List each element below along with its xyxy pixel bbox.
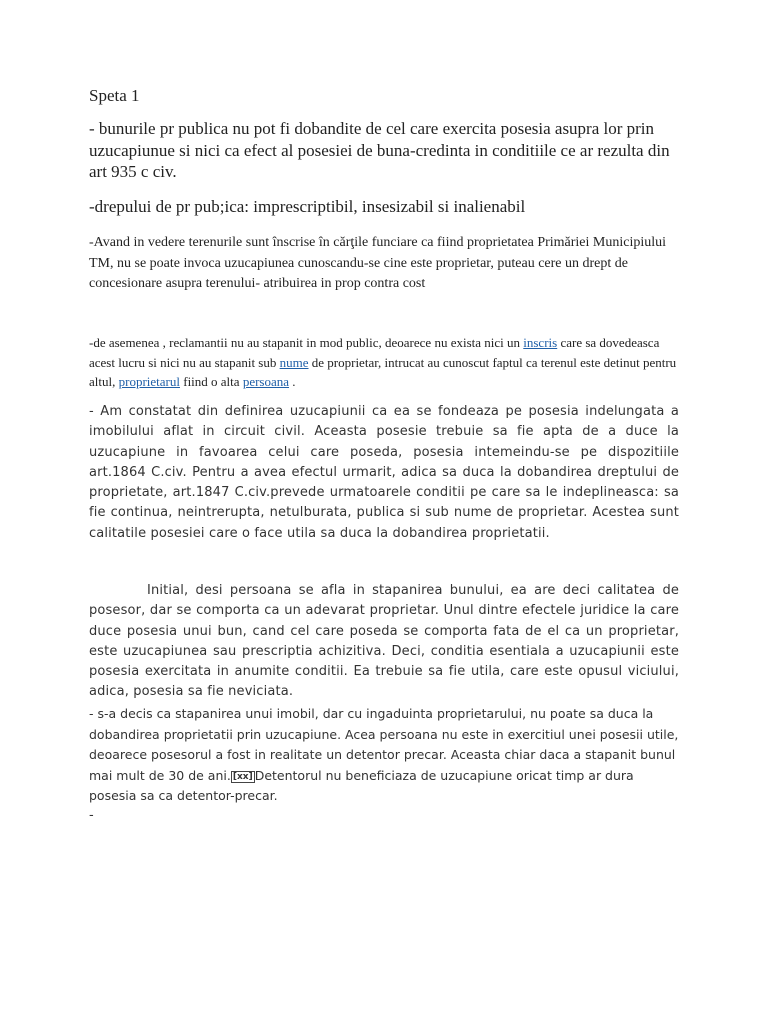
link-nume[interactable]: nume [279,354,309,370]
link-persoana[interactable]: persoana [242,374,290,389]
link-inscris[interactable]: inscris [523,335,558,350]
paragraph-possession-effects: Initial, desi persoana se afla in stapanirea bunului, ea are deci calitatea de posesor, dar se comporta ca un adevarat proprietar. Unul dintre efectele juridice la care duce posesia unui bun, cand cel care poseda se comporta fata de el ca un proprietar, este uzucapiunea sau prescriptia achizitiva. Deci, conditia esentiala a uzucapiunii este posesia exercitata in anumite conditii. Ea trebuie sa fie utila, care este opusul viciului, adica, posesia sa fie neviciata. [89,583,679,700]
paragraph-public-property-rights: -drepului de pr pub;ica: imprescriptibil, insesizabil si inalienabil [89,197,526,216]
paragraph-public-possession: -de asemenea , reclamantii nu au stapanit in mod public, deoarece nu exista nici un inscris care sa dovedeasca acest lucru si nici nu au stapanit sub nume de proprietar, intrucat au cunoscut faptul ca terenul este detinut pentru altul, proprietarul fiind o alta persoana . [89,335,677,389]
footnote-marker[interactable]: [xx] [232,771,253,782]
paragraph-public-goods: - bunurile pr publica nu pot fi dobandite de cel care exercita posesia asupra lor prin uzucapiunue si nici ca efect al posesiei de buna-credinta in conditiile ce ar rezulta din art 935 c civ. [89,119,670,181]
paragraph-precarious-holder: - s-a decis ca stapanirea unui imobil, dar cu ingaduinta proprietarului, nu poate sa duca la dobandirea proprietatii prin uzucapiune. Acea persoana nu este in exercitiul unei posesii utile, deoarece posesorul a fost in realitate un detentor precar. Aceasta chiar daca a stapanit bunul mai mult de 30 de ani. [xx] Detentorul nu beneficiaza de uzucapiune oricat timp ar dura posesia sa ca detentor-precar. [89,706,679,803]
document-title: Speta 1 [89,86,140,105]
paragraph-uzucapiune-definition: - Am constatat din definirea uzucapiunii ca ea se fondeaza pe posesia indelungata a imobilului aflat in circuit civil. Aceasta posesie trebuie sa fie apta de a duce la uzucapiune in favoarea celui care poseda, posesia intemeindu-se pe dispozitiile art.1864 C.civ. Pentru a avea efectul urmarit, adica sa duca la dobandirea dreptului de proprietate, art.1847 C.civ.prevede urmatoarele conditii pe care sa le indeplineasca: sa fie continua, neintrerupta, netulburata, publica si sub nume de proprietar. Acestea sunt calitatile posesiei care o face utila sa duca la dobandirea proprietatii. [89,404,679,541]
paragraph-trailing-dash: - [89,808,94,823]
paragraph-land-registry: -Avand in vedere terenurile sunt înscrise în cărţile funciare ca fiind proprietatea Primăriei Municipiului TM, nu se poate invoca uzucapiunea cunoscandu-se cine este proprietar, puteau cere un drept de concesionare asupra terenului- atribuirea in prop contra cost [89,235,667,291]
link-proprietarul[interactable]: proprietarul [118,374,180,389]
